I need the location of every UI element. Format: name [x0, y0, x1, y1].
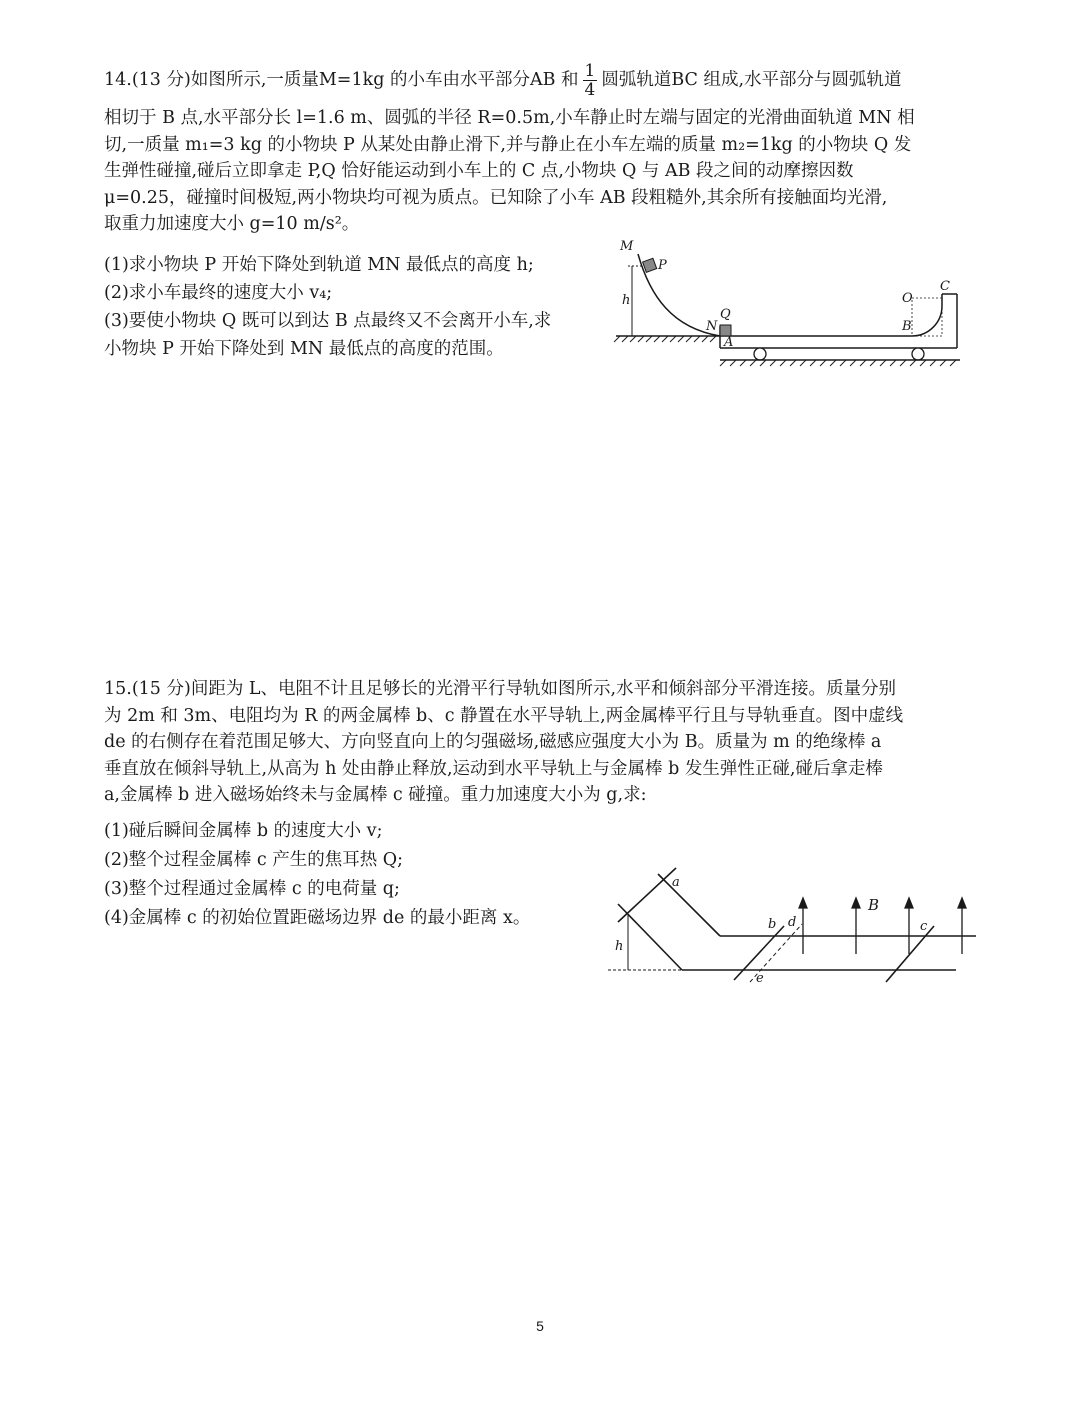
page-number: 5 [536, 1318, 544, 1334]
q14-sub-1: (1)求小物块 P 开始下降处到轨道 MN 最低点的高度 h; [104, 255, 534, 275]
q15-line-5: a,金属棒 b 进入磁场始终未与金属棒 c 碰撞。重力加速度大小为 g,求: [104, 785, 647, 805]
label-n: N [706, 319, 718, 334]
label-b: b [768, 917, 777, 932]
q15-line-4: 垂直放在倾斜导轨上,从高为 h 处由静止释放,运动到水平导轨上与金属棒 b 发生弹性正碰,碰后拿走棒 [104, 758, 883, 779]
label-a: a [672, 875, 680, 890]
q14-stem [104, 62, 984, 238]
q14-sub-3b: 小物块 P 开始下降处到 MN 最低点的高度的范围。 [104, 339, 504, 359]
fraction-one-quarter: $\frac{1}{4}$ [584, 61, 596, 100]
q15-stem [104, 676, 984, 809]
q14-line-2: 相切于 B 点,水平部分长 l=1.6 m、圆弧的半径 R=0.5m,小车静止时左端与固定的光滑曲面轨道 MN 相 [104, 108, 915, 128]
q15-sub-1: (1)碰后瞬间金属棒 b 的速度大小 v; [104, 821, 383, 841]
inclined-rail-upper [658, 874, 720, 936]
q14-line-1: 14.(13 分)如图所示,一质量M=1kg 的小车由水平部分AB 和 $\frac{1}{4}$ 圆弧轨道BC 组成,水平部分与圆弧轨道 [104, 61, 902, 100]
q14-cart-diagram [612, 236, 972, 376]
ground-left-hatch [614, 336, 716, 342]
label-q: Q [720, 307, 731, 322]
q14-sub-2: (2)求小车最终的速度大小 v₄; [104, 283, 333, 303]
rod-c [886, 926, 934, 982]
wheel-right [912, 348, 924, 360]
magnetic-field-arrows [799, 898, 966, 954]
q14-line-5: μ=0.25，碰撞时间极短,两小物块均可视为质点。已知除了小车 AB 段粗糙外,其余所有接触面均光滑, [104, 187, 888, 208]
rod-a [618, 868, 676, 922]
arc-guide-dashes [912, 298, 942, 336]
quarter-arc-bc [912, 294, 942, 336]
label-m: M [620, 239, 634, 254]
label-o: O [902, 291, 913, 306]
block-p [643, 258, 657, 272]
label-b: B [902, 319, 912, 334]
q14-line-3: 切,一质量 m₁=3 kg 的小物块 P 从某处由静止滑下,并与静止在小车左端的质量 m₂=1kg 的小物块 Q 发 [104, 134, 912, 155]
q14-sub-3a: (3)要使小物块 Q 既可以到达 B 点最终又不会离开小车,求 [104, 311, 552, 331]
label-d: d [788, 915, 797, 930]
label-c: c [920, 919, 928, 934]
label-h: h [622, 293, 631, 308]
q15-rail-diagram [604, 864, 984, 990]
q15-sub-2: (2)整个过程金属棒 c 产生的焦耳热 Q; [104, 850, 404, 870]
ground-bottom-hatch [720, 360, 956, 366]
label-c: C [940, 279, 950, 294]
q14-line-6: 取重力加速度大小 g=10 m/s²。 [104, 214, 360, 234]
label-field-b: B [868, 896, 880, 914]
q15-sub-4: (4)金属棒 c 的初始位置距磁场边界 de 的最小距离 x。 [104, 908, 531, 928]
q14-line-4: 生弹性碰撞,碰后立即拿走 P,Q 恰好能运动到小车上的 C 点,小物块 Q 与 AB 段之间的动摩擦因数 [104, 161, 854, 181]
q15-line-3: de 的右侧存在着范围足够大、方向竖直向上的匀强磁场,磁感应强度大小为 B。质量为 m 的绝缘棒 a [104, 732, 882, 752]
wheel-left [754, 348, 766, 360]
q15-line-1: 15.(15 分)间距为 L、电阻不计且足够长的光滑平行导轨如图所示,水平和倾斜部分平滑连接。质量分别 [104, 679, 897, 699]
label-e: e [756, 971, 764, 986]
q15-line-2: 为 2m 和 3m、电阻均为 R 的两金属棒 b、c 静置在水平导轨上,两金属棒平行且与导轨垂直。图中虚线 [104, 705, 904, 726]
q15-sub-3: (3)整个过程通过金属棒 c 的电荷量 q; [104, 879, 400, 899]
label-p: P [658, 258, 667, 273]
label-a: A [724, 335, 734, 350]
label-h: h [615, 939, 624, 954]
